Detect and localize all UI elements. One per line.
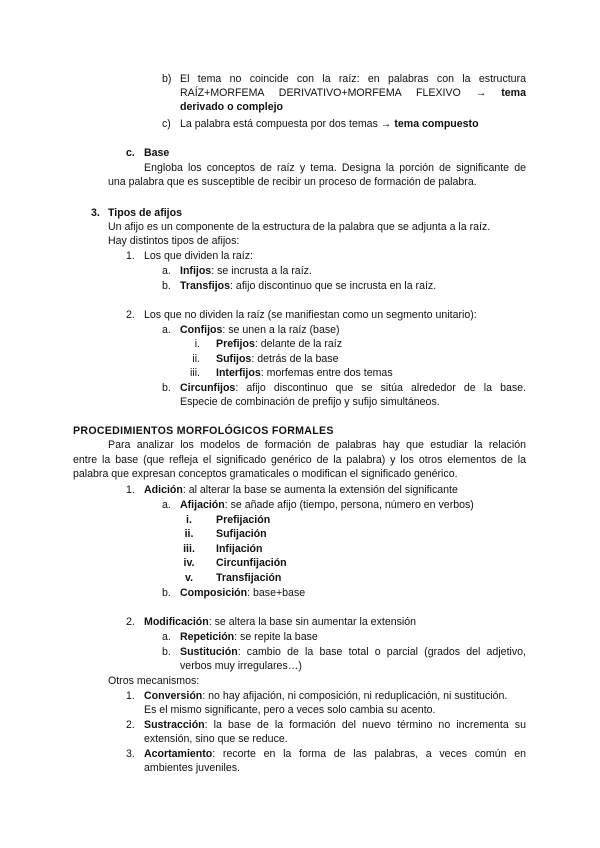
sustitucion-line2: verbos muy irregulares…): [180, 660, 302, 672]
item-b-line1: El tema no coincide con la raíz: en palabras con la estructura: [180, 73, 526, 85]
list-marker: c.: [126, 147, 135, 159]
g2-item-a: Confijos: se unen a la raíz (base): [180, 324, 340, 336]
tipos-heading: Tipos de afijos: [108, 207, 182, 219]
base-heading: Base: [144, 147, 170, 159]
proc-p1: Para analizar los modelos de formación de palabras hay que estudiar la relación: [108, 439, 526, 451]
proc-heading: PROCEDIMIENTOS MORFOLÓGICOS FORMALES: [73, 425, 334, 437]
composicion-item: Composición: base+base: [180, 587, 306, 599]
proc-p3: palabra que expresan conceptos gramaticales o modifican el significado genérico.: [73, 468, 458, 480]
list-marker: a.: [162, 499, 171, 511]
g2-item-b: Circunfijos: afijo discontinuo que se sitúa alrededor de la base.: [180, 382, 526, 394]
sustitucion-item: Sustitución: cambio de la base total o parcial (grados del adjetivo,: [180, 646, 526, 658]
base-line2: una palabra que es susceptible de recibir un proceso de formación de palabra.: [108, 176, 477, 188]
sustraccion-line2: extensión, sino que se reduce.: [144, 733, 288, 745]
list-marker: 3.: [126, 748, 135, 760]
item-b-line3: derivado o complejo: [180, 101, 284, 113]
list-marker: a.: [162, 265, 171, 277]
g2-sub-ii: Sufijos: detrás de la base: [216, 353, 339, 365]
afijacion-subitem: Transfijación: [216, 572, 282, 584]
adicion-item: Adición: al alterar la base se aumenta la extensión del significante: [144, 484, 458, 496]
list-marker: i.: [186, 514, 192, 526]
list-marker: a.: [162, 324, 171, 336]
list-marker: 1.: [126, 484, 135, 496]
item-c: La palabra está compuesta por dos temas → tema compuesto: [180, 118, 479, 130]
proc-p2: entre la base (que refleja el significado genérico de la palabra) y los otros elementos de la: [73, 454, 526, 466]
list-marker: c): [162, 118, 171, 130]
list-marker: i.: [194, 338, 200, 350]
list-marker: b.: [162, 280, 171, 292]
item-b-line2: RAÍZ+MORFEMA DERIVATIVO+MORFEMA FLEXIVO → tema: [180, 87, 526, 99]
modificacion-item: Modificación: se altera la base sin aumentar la extensión: [144, 616, 417, 628]
list-marker: 2.: [126, 309, 135, 321]
list-marker: b.: [162, 382, 171, 394]
list-marker: ii.: [192, 353, 200, 365]
base-line1: Engloba los conceptos de raíz y tema. Designa la porción de significante de: [144, 162, 526, 174]
list-marker: iii.: [189, 367, 200, 379]
g2-sub-i: Prefijos: delante de la raíz: [216, 338, 343, 350]
list-marker: 2.: [126, 616, 135, 628]
tipos-line2: Hay distintos tipos de afijos:: [108, 235, 240, 247]
list-marker: iv.: [183, 557, 195, 569]
list-marker: 3.: [91, 207, 100, 219]
g1-item-a: Infijos: se incrusta a la raíz.: [180, 265, 312, 277]
list-marker: v.: [184, 572, 194, 584]
list-marker: 1.: [126, 250, 135, 262]
list-marker: b): [162, 73, 172, 85]
tipos-line1: Un afijo es un componente de la estructura de la palabra que se adjunta a la raíz.: [108, 221, 491, 233]
acortamiento-item: Acortamiento: recorte en la forma de las palabras, a veces común en: [144, 748, 526, 760]
g1-item-b: Transfijos: afijo discontinuo que se incrusta en la raíz.: [180, 280, 437, 292]
g2-sub-iii: Interfijos: morfemas entre dos temas: [216, 367, 393, 379]
acortamiento-line2: ambientes juveniles.: [144, 762, 240, 774]
afijacion-subitem: Circunfijación: [216, 557, 287, 569]
afijacion-subitem: Sufijación: [216, 528, 267, 540]
afijacion-subitem: Infijación: [216, 543, 263, 555]
list-marker: b.: [162, 587, 171, 599]
list-marker: 2.: [126, 719, 135, 731]
sustraccion-item: Sustracción: la base de la formación del nuevo término no incrementa su: [144, 719, 526, 731]
g1-label: Los que dividen la raíz:: [144, 250, 253, 262]
list-marker: 1.: [126, 690, 135, 702]
list-marker: a.: [162, 631, 171, 643]
conversion-line2: Es el mismo significante, pero a veces solo cambia su acento.: [144, 704, 436, 716]
g2-label: Los que no dividen la raíz (se manifiestan como un segmento unitario):: [144, 309, 477, 321]
afijacion-item: Afijación: se añade afijo (tiempo, persona, número en verbos): [180, 499, 474, 511]
list-marker: iii.: [183, 543, 195, 555]
conversion-item: Conversión: no hay afijación, ni composición, ni reduplicación, ni sustitución.: [144, 690, 508, 702]
list-marker: ii.: [184, 528, 194, 540]
list-marker: b.: [162, 646, 171, 658]
repeticion-item: Repetición: se repite la base: [180, 631, 318, 643]
g2-item-b-line2: Especie de combinación de prefijo y sufijo simultáneos.: [180, 396, 440, 408]
otros-label: Otros mecanismos:: [108, 675, 200, 687]
afijacion-subitem: Prefijación: [216, 514, 271, 526]
